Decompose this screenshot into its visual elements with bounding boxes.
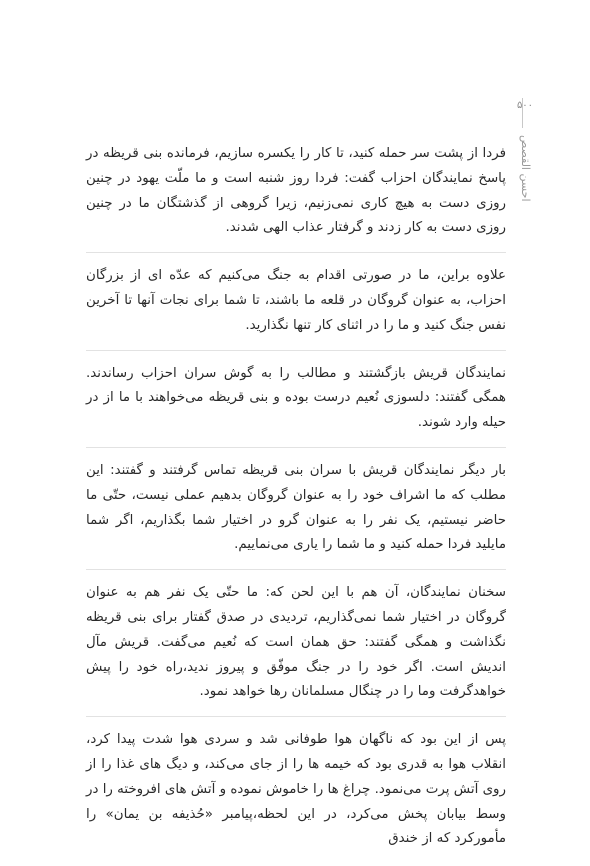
paragraph: نمایندگان قریش بازگشتند و مطالب را به گوش سران احزاب رساندند. همگی گفتند: دلسوزی نُعیم درست بوده و بنی قریظه می‌خواهند با ما از در حیله وارد شوند. bbox=[86, 365, 506, 431]
running-header: احسن القصص bbox=[519, 134, 532, 202]
paragraph-divider bbox=[86, 350, 506, 351]
paragraph-divider bbox=[86, 447, 506, 448]
paragraph: پس از این بود که ناگهان هوا طوفانی شد و سردی هوا شدت پیدا کرد، انقلاب هوا به قدری بود که خیمه ها را از جای می‌کند، و دیگ های غذا را از روی آتش پرت می‌نمود. چراغ ها را خاموش نموده و آتش های افروخته را در وسط بیابان پخش می‌کرد، در این لحظه،پیامبر «حُذیفه بن یمان» را مأمورکرد که از خندق bbox=[86, 732, 506, 847]
paragraph-divider bbox=[86, 252, 506, 253]
page-number: ۵۰۰ bbox=[516, 100, 534, 111]
paragraph: بار دیگر نمایندگان قریش با سران بنی قریظه تماس گرفتند و گفتند: این مطلب که ما اشراف خود را به عنوان گروگان بدهیم عملی نیست، حتّی ما حاضر نیستیم، یک نفر را به عنوان گرو در اختیار شما بگذاریم، اگر شما مایلید فردا حمله کنید و ما شما را یاری می‌نماییم. bbox=[86, 462, 506, 553]
paragraph: فردا از پشت سر حمله کنید، تا کار را یکسره سازیم، فرمانده بنی قریظه در پاسخ نمایندگان احزاب گفت: فردا روز شنبه است و ما ملّت یهود در چنین روزی دست به هیچ کاری نمی‌زنیم، زیرا گروهی از گذشتگان ما در چنین روزی دست به کار زدند و گرفتار عذاب الهی شدند. bbox=[86, 146, 506, 236]
body-text bbox=[86, 142, 506, 863]
paragraph: سخنان نمایندگان، آن هم با این لحن که: ما حتّی یک نفر هم به عنوان گروگان در اختیار شما نمی‌گذاریم، تردیدی در صدق گفتار برای بنی قریظه نگذاشت و همگی گفتند: حق همان است که نُعیم می‌گفت. قریش مآل اندیش است. اگر خود را در جنگ موفّق و پیروز ندید،راه خود را پیش خواهدگرفت وما را در چنگال مسلمانان رها خواهد نمود. bbox=[86, 585, 506, 700]
paragraph-divider bbox=[86, 569, 506, 570]
paragraph-divider bbox=[86, 716, 506, 717]
paragraph: علاوه براین، ما در صورتی اقدام به جنگ می‌کنیم که عدّه ای از بزرگان احزاب، به عنوان گروگان در قلعه ما باشند، تا شما برای نجات آنها تا آخرین نفس جنگ کنید و ما را در اثنای کار تنها نگذارید. bbox=[86, 268, 506, 333]
header-rule bbox=[522, 98, 524, 128]
